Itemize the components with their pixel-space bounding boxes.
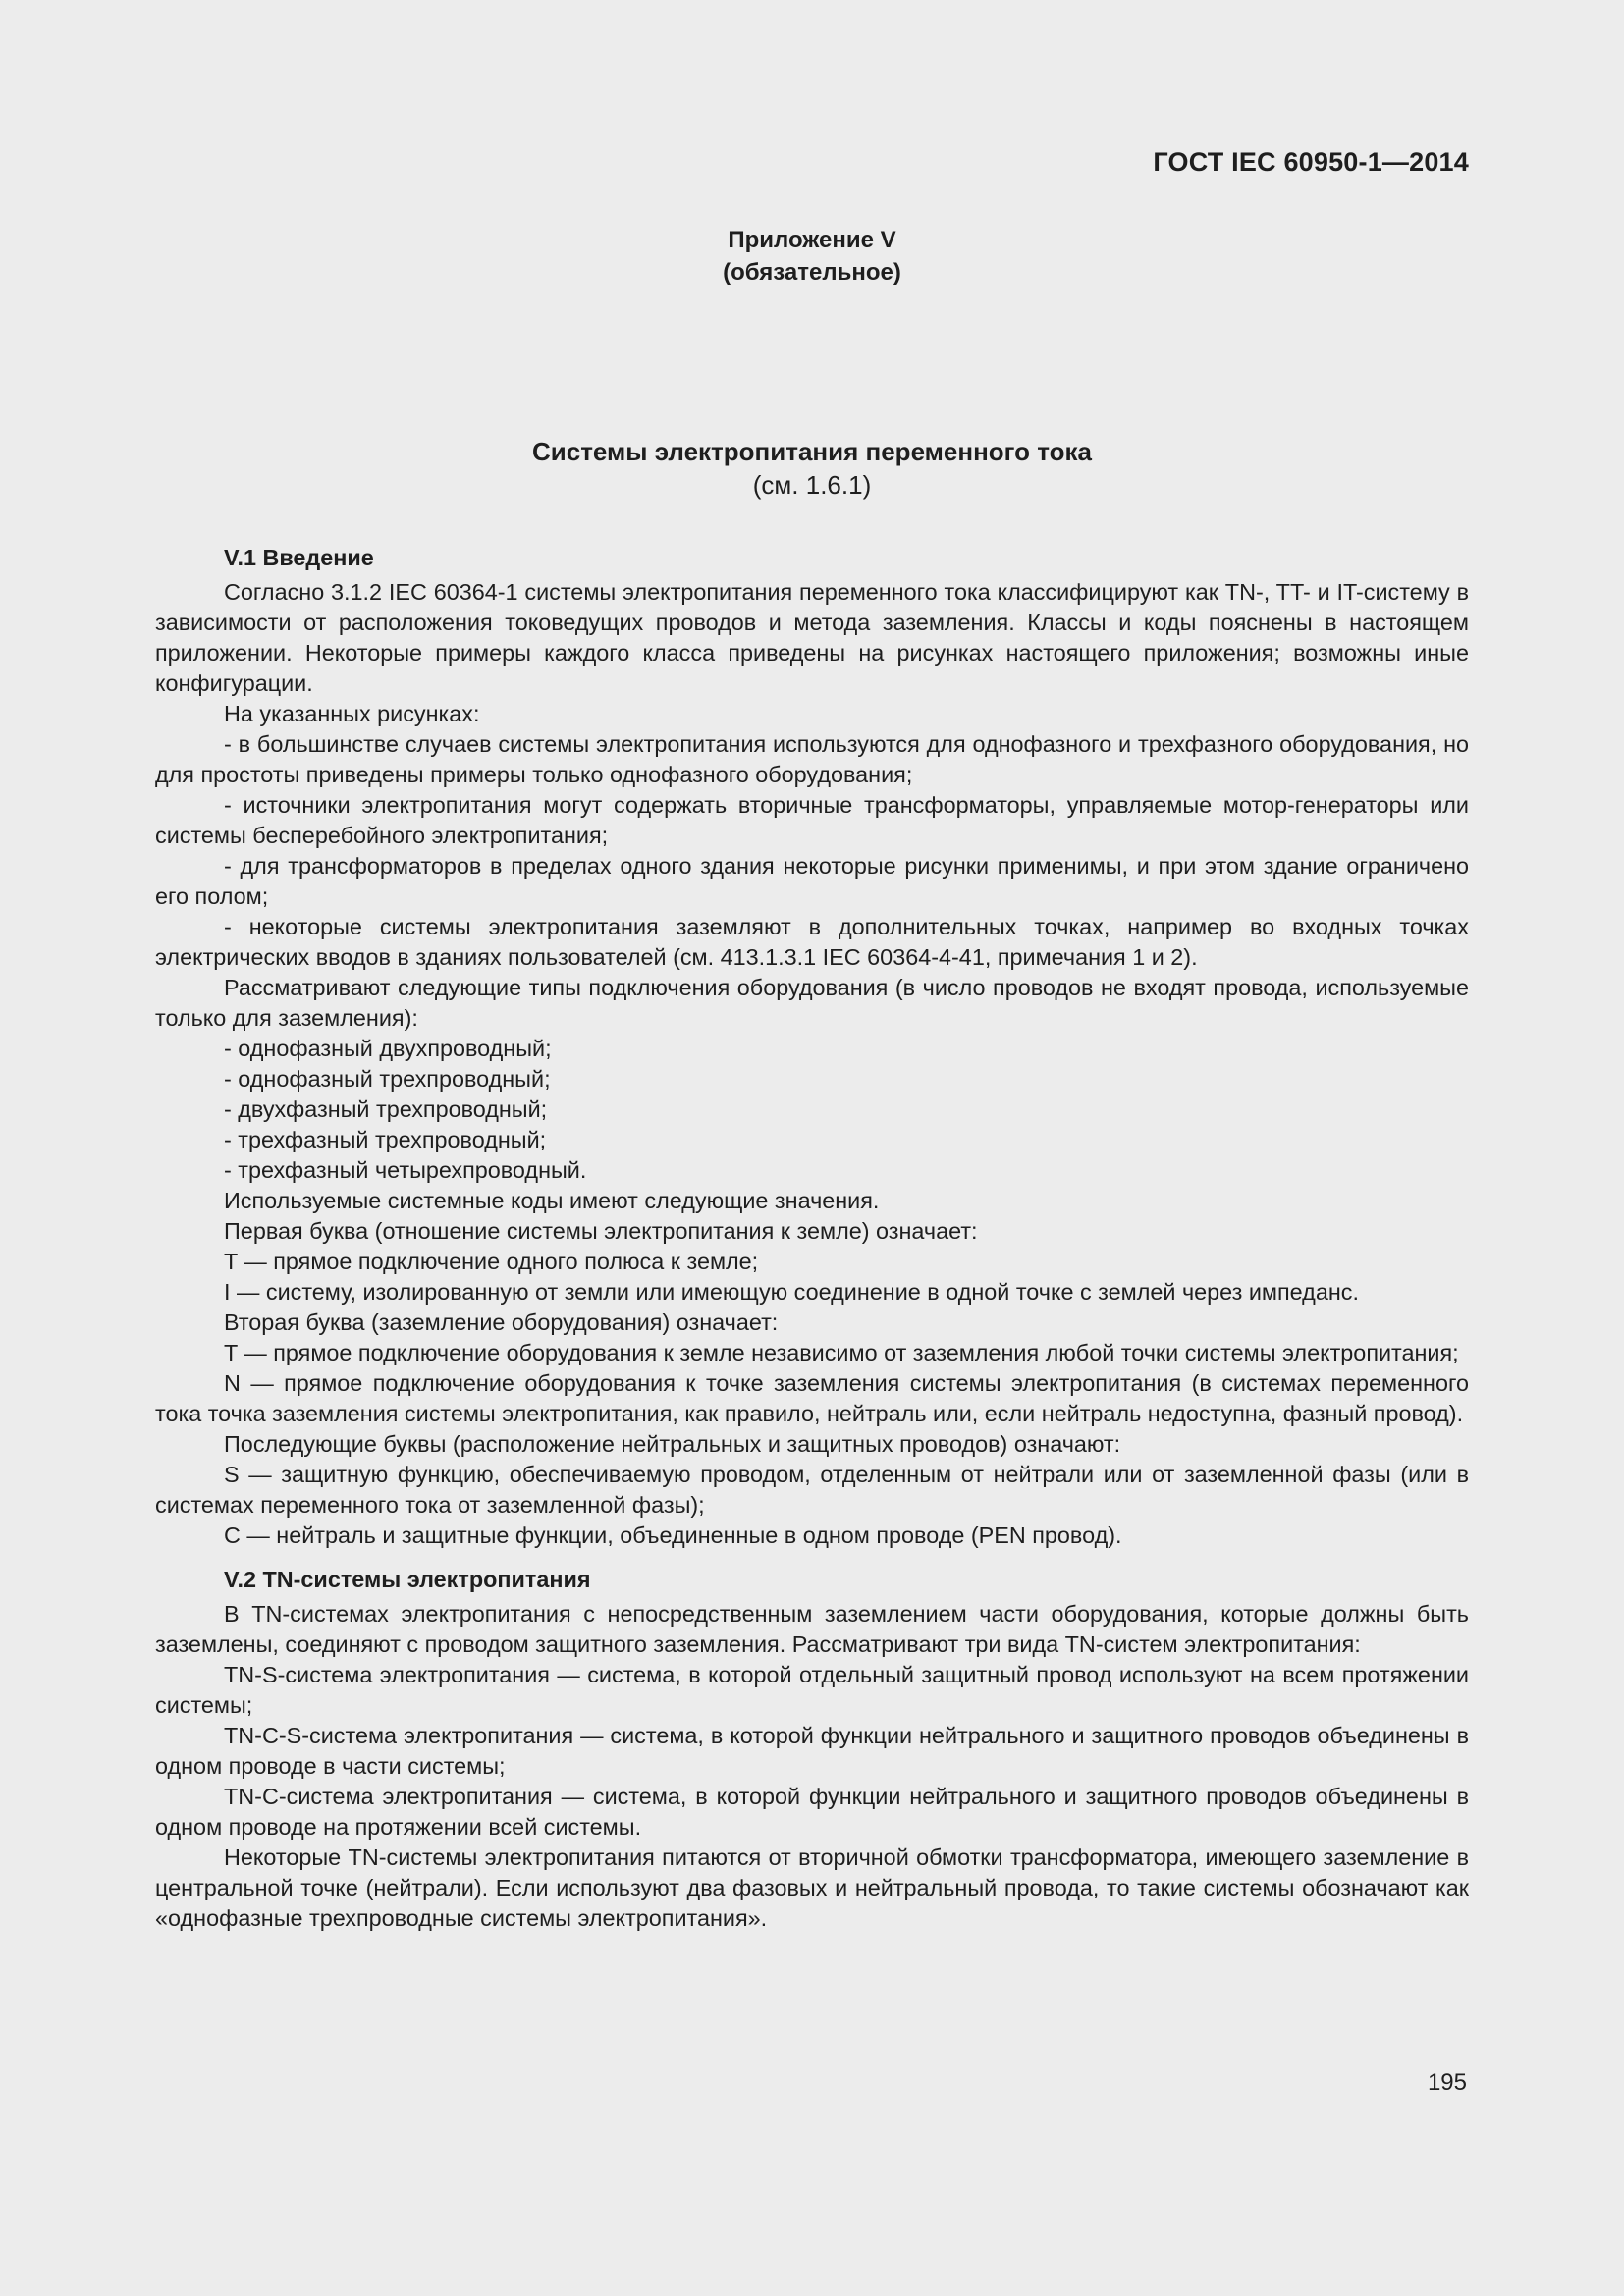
annex-title: Системы электропитания переменного тока <box>531 437 1093 466</box>
paragraph: TN-C-система электропитания — система, в которой функции нейтрального и защитного проводов объединены в одном проводе на протяжении всей системы. <box>155 1784 1469 1840</box>
paragraph: В TN-системах электропитания с непосредственным заземлением части оборудования, которые должны быть заземлены, соединяют с проводом защитного заземления. Рассматривают три вида TN-систем электропитания: <box>155 1601 1469 1657</box>
document-body <box>155 543 1469 1934</box>
list-item: - трехфазный четырехпроводный. <box>224 1157 587 1183</box>
paragraph: Некоторые TN-системы электропитания питаются от вторичной обмотки трансформатора, имеющего заземление в центральной точке (нейтрали). Если используют два фазовых и нейтральный провода, то такие системы обозначают как «однофазные трехпроводные системы электропитания». <box>155 1844 1469 1931</box>
list-item: - для трансформаторов в пределах одного здания некоторые рисунки применимы, и при этом здание ограничено его полом; <box>155 853 1469 909</box>
paragraph: C — нейтраль и защитные функции, объединенные в одном проводе (PEN провод). <box>224 1522 1122 1548</box>
paragraph: N — прямое подключение оборудования к точке заземления системы электропитания (в системах переменного тока точка заземления системы электропитания, как правило, нейтраль или, если нейтраль недоступна, фазный провод). <box>155 1370 1469 1426</box>
paragraph: Согласно 3.1.2 IEC 60364-1 системы электропитания переменного тока классифицируют как TN-, TT- и IT-систему в зависимости от расположения токоведущих проводов и метода заземления. Классы и коды пояснены в настоящем приложении. Некоторые примеры каждого класса приведены на рисунках настоящего приложения; возможны иные конфигурации. <box>155 579 1469 696</box>
list-item: - однофазный двухпроводный; <box>224 1036 552 1061</box>
paragraph: Первая буква (отношение системы электропитания к земле) означает: <box>224 1218 978 1244</box>
paragraph: T — прямое подключение одного полюса к земле; <box>224 1249 759 1274</box>
paragraph: На указанных рисунках: <box>224 701 480 726</box>
annex-title-block <box>0 435 1624 502</box>
list-item: - трехфазный трехпроводный; <box>224 1127 547 1152</box>
list-item: - некоторые системы электропитания заземляют в дополнительных точках, например во входных точках электрических вводов в зданиях пользователей (см. 413.1.3.1 IEC 60364-4-41, примечания 1 и 2). <box>155 914 1469 970</box>
section-heading-v1: V.1 Введение <box>224 545 374 570</box>
paragraph: TN-S-система электропитания — система, в которой отдельный защитный провод используют на всем протяжении системы; <box>155 1662 1469 1718</box>
page-number: 195 <box>1427 2069 1467 2096</box>
section-heading-v2: V.2 TN-системы электропитания <box>224 1567 591 1592</box>
annex-label: Приложение V <box>728 227 896 253</box>
document-code: ГОСТ IEC 60950-1—2014 <box>1153 147 1469 177</box>
paragraph: S — защитную функцию, обеспечиваемую проводом, отделенным от нейтрали или от заземленной фазы (или в системах переменного тока от заземленной фазы); <box>155 1462 1469 1518</box>
paragraph: I — систему, изолированную от земли или имеющую соединение в одной точке с землей через импеданс. <box>224 1279 1359 1305</box>
list-item: - двухфазный трехпроводный; <box>224 1096 548 1122</box>
annex-header <box>0 224 1624 289</box>
paragraph: T — прямое подключение оборудования к земле независимо от заземления любой точки системы электропитания; <box>224 1340 1459 1365</box>
paragraph: Используемые системные коды имеют следующие значения. <box>224 1188 880 1213</box>
paragraph: Вторая буква (заземление оборудования) означает: <box>224 1309 779 1335</box>
list-item: - однофазный трехпроводный; <box>224 1066 551 1092</box>
paragraph: TN-C-S-система электропитания — система, в которой функции нейтрального и защитного проводов объединены в одном проводе в части системы; <box>155 1723 1469 1779</box>
paragraph: Последующие буквы (расположение нейтральных и защитных проводов) означают: <box>224 1431 1121 1457</box>
annex-reference: (см. 1.6.1) <box>752 470 872 500</box>
list-item: - в большинстве случаев системы электропитания используются для однофазного и трехфазного оборудования, но для простоты приведены примеры только однофазного оборудования; <box>155 731 1469 787</box>
list-item: - источники электропитания могут содержать вторичные трансформаторы, управляемые мотор-генераторы или системы бесперебойного электропитания; <box>155 792 1469 848</box>
paragraph: Рассматривают следующие типы подключения оборудования (в число проводов не входят провода, используемые только для заземления): <box>155 975 1469 1031</box>
annex-status: (обязательное) <box>723 259 901 286</box>
